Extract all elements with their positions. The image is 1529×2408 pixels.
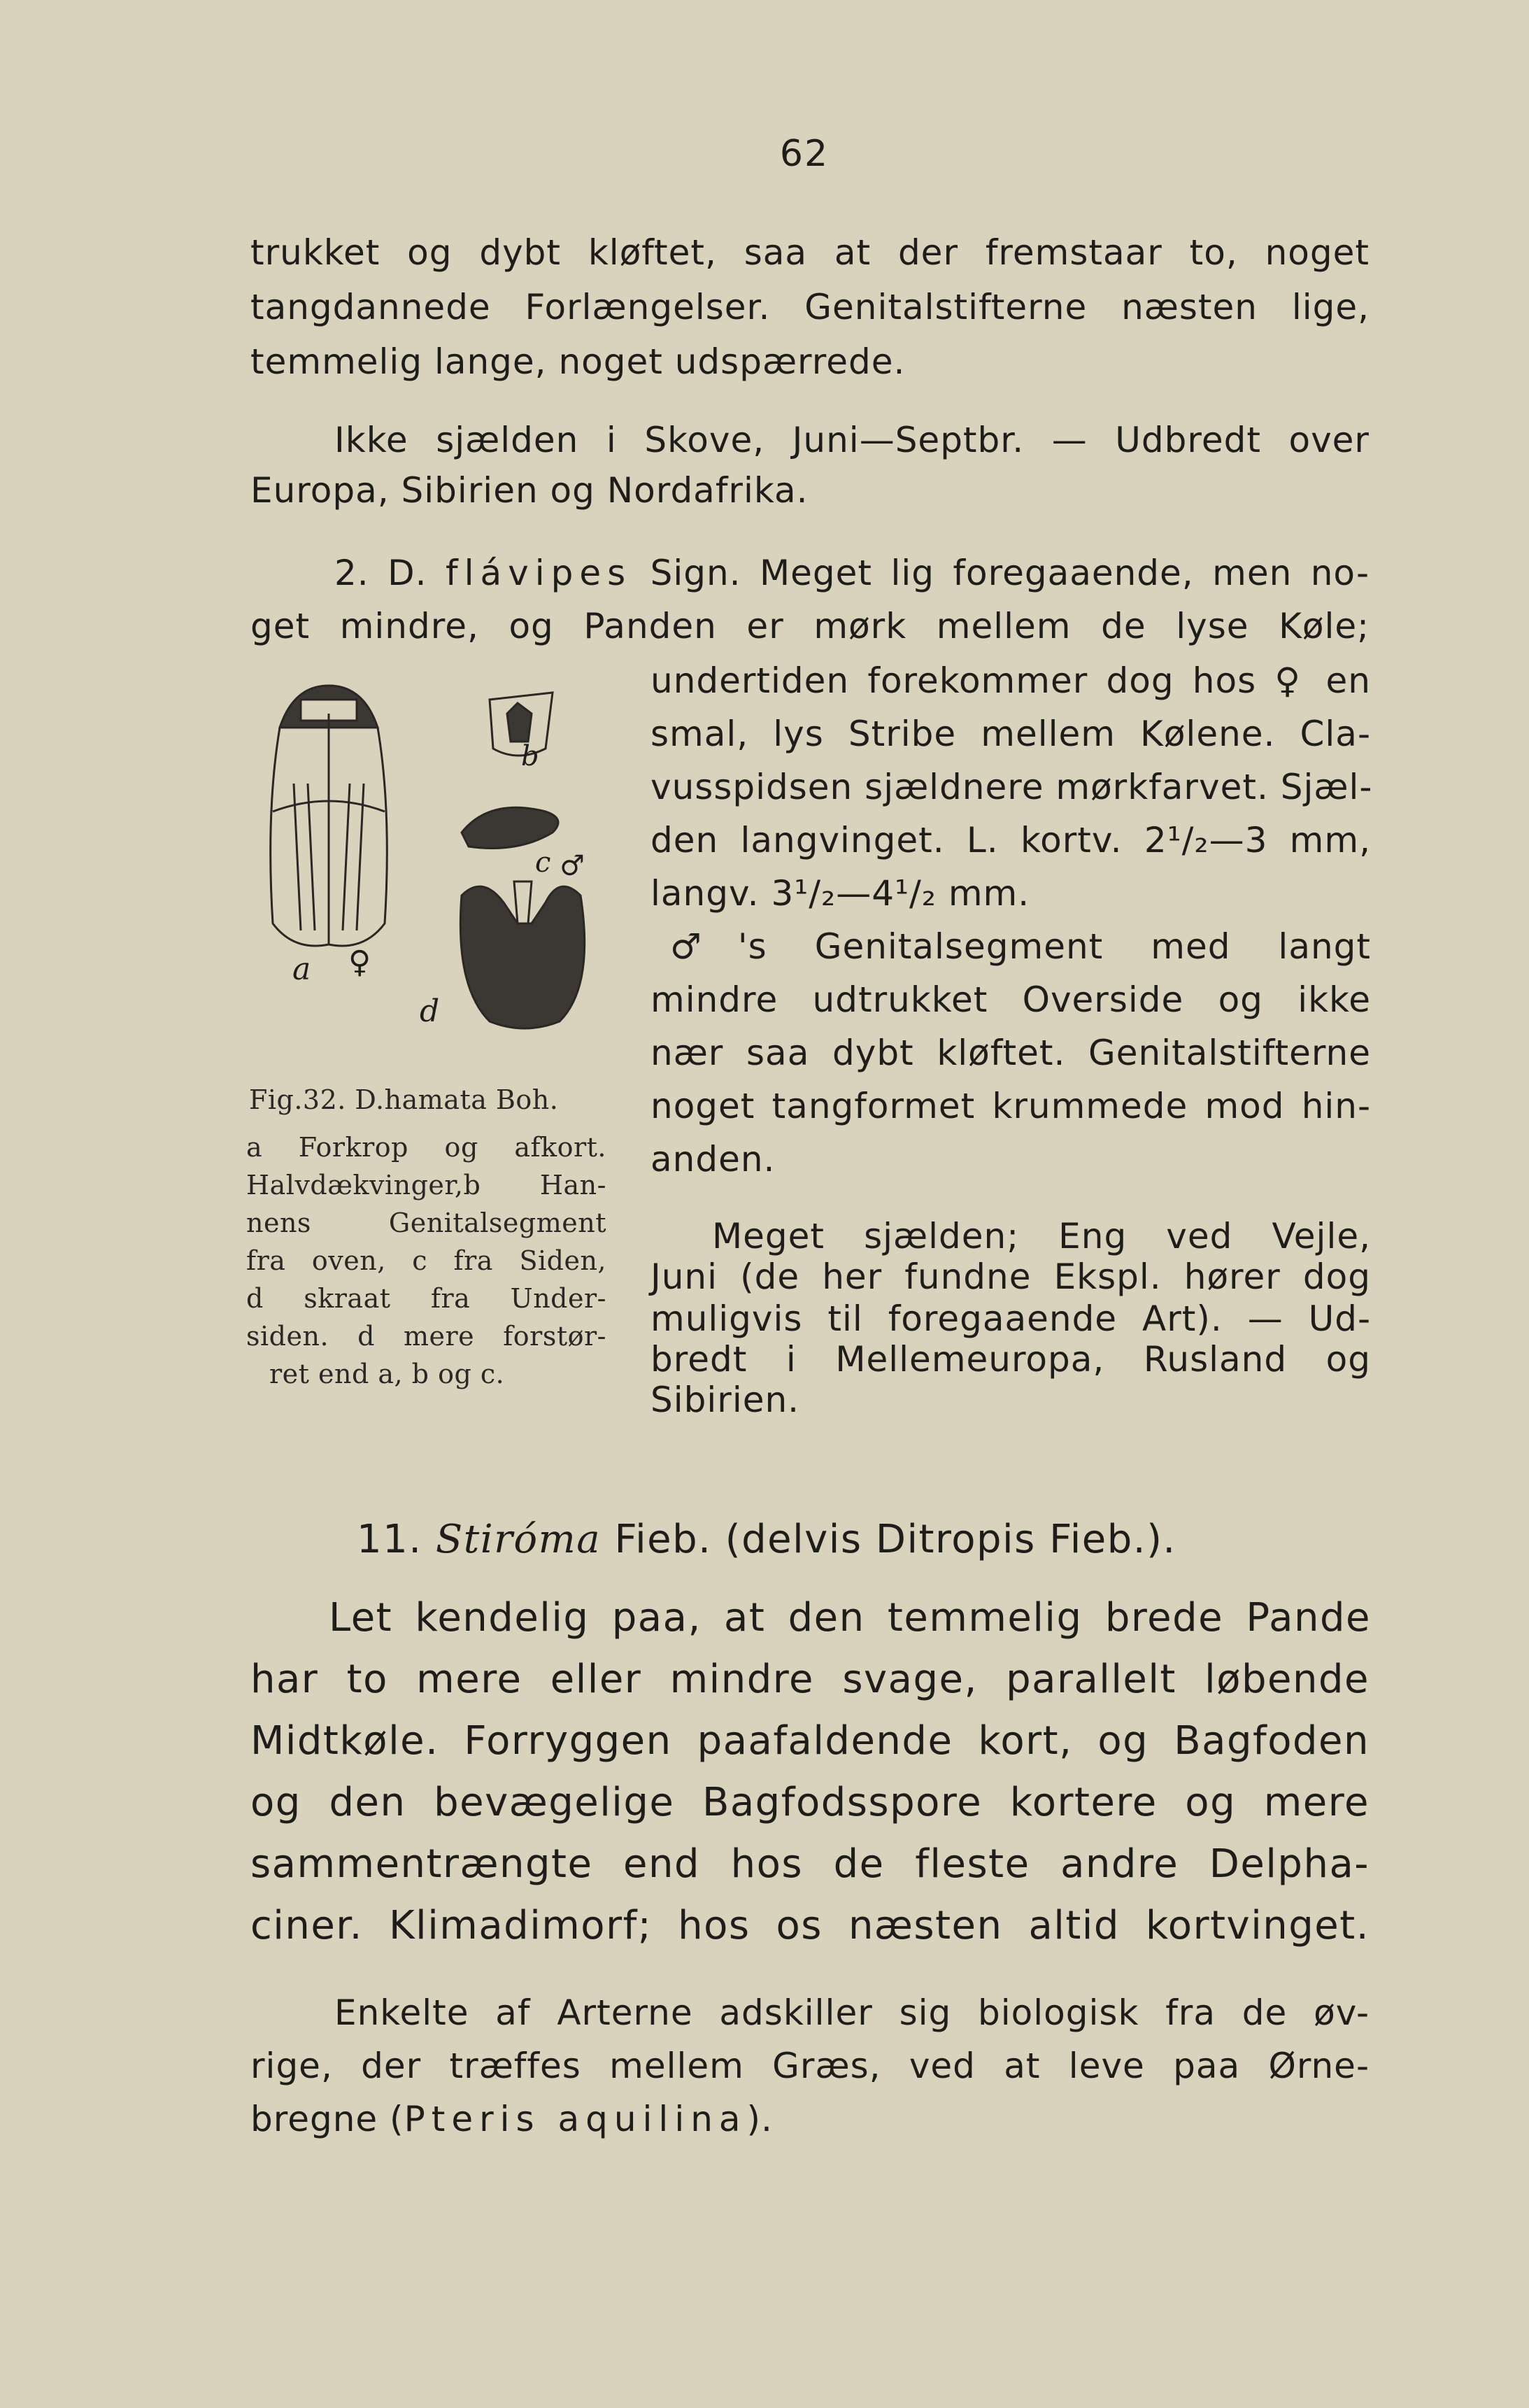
- distribution-line-1: Ikke sjælden i Skove, Juni—Septbr. — Udbredt over: [334, 420, 1370, 460]
- figure-part-a: [271, 686, 387, 946]
- species-2-right-10: anden.: [650, 1139, 776, 1180]
- page-number: 62: [779, 133, 830, 175]
- figure-label-male: ♂: [560, 850, 585, 882]
- figure-caption-8: ret end a, b og c.: [269, 1359, 505, 1389]
- species-2-right-6: ♂'s Genitalsegment med langt: [670, 926, 1371, 967]
- figure-caption-1: Fig.32. D.hamata Boh.: [249, 1084, 559, 1115]
- figure-caption-2: a Forkrop og afkort.: [246, 1132, 606, 1163]
- species-2-number: 2. D.: [334, 553, 427, 593]
- genus-paragraph-5: sammentrængte end hos de fleste andre Delpha-: [250, 1841, 1370, 1887]
- genus-heading: [357, 1517, 1176, 1562]
- figure-label-a: a: [292, 951, 311, 987]
- species-2-line-2: get mindre, og Panden er mørk mellem de lyse Køle;: [250, 606, 1370, 646]
- genus-note-2: rige, der træffes mellem Græs, ved at leve paa Ørne-: [250, 2046, 1370, 2086]
- species-2-name: flávipes: [446, 553, 632, 593]
- genus-heading-rest: Fieb. (delvis Ditropis Fieb.).: [614, 1517, 1176, 1562]
- species-2-right-2: smal, lys Stribe mellem Kølene. Cla-: [650, 714, 1371, 754]
- species-2-right-8: nær saa dybt kløftet. Genitalstifterne: [650, 1033, 1371, 1073]
- species-2-dist-3: muligvis til foregaaende Art). — Ud-: [650, 1298, 1371, 1339]
- figure-caption-6: d skraat fra Under-: [246, 1283, 606, 1314]
- species-2-right-7: mindre udtrukket Overside og ikke: [650, 979, 1371, 1020]
- genus-name: Stiróma: [435, 1517, 602, 1562]
- distribution-line-2: Europa, Sibirien og Nordafrika.: [250, 470, 809, 511]
- genus-note-1: Enkelte af Arterne adskiller sig biologisk fra de øv-: [334, 1992, 1370, 2033]
- genus-paragraph-6: ciner. Klimadimorf; hos os næsten altid kortvinget.: [250, 1903, 1370, 1948]
- figure-caption-5: fra oven, c fra Siden,: [246, 1245, 606, 1276]
- intro-line-1: trukket og dybt kløftet, saa at der fremstaar to, noget: [250, 232, 1370, 273]
- genus-note-3-post: ).: [746, 2099, 773, 2139]
- intro-line-2: tangdannede Forlængelser. Genitalstifterne næsten lige,: [250, 287, 1370, 327]
- genus-paragraph-3: Midtkøle. Forryggen paafaldende kort, og Bagfoden: [250, 1718, 1370, 1764]
- figure-part-d: [460, 881, 584, 1028]
- genus-note-3-pre: bregne (: [250, 2099, 404, 2139]
- figure-caption-3: Halvdækvinger,b Han-: [246, 1170, 606, 1201]
- species-2-line-1: [334, 553, 1370, 593]
- genus-note-3: [250, 2099, 1370, 2139]
- species-2-right-4: den langvinget. L. kortv. 2¹/₂—3 mm,: [650, 820, 1371, 860]
- species-2-right-9: noget tangformet krummede mod hin-: [650, 1086, 1371, 1126]
- genus-paragraph-4: og den bevægelige Bagfodsspore kortere og mere: [250, 1780, 1370, 1825]
- species-2-dist-1: Meget sjælden; Eng ved Vejle,: [712, 1216, 1371, 1256]
- species-2-dist-5: Sibirien.: [650, 1380, 800, 1420]
- genus-note-species-name: Pteris aquilina: [404, 2099, 747, 2139]
- figure-caption-4: nens Genitalsegment: [246, 1207, 606, 1238]
- figure-label-female: ♀: [348, 944, 371, 980]
- intro-line-3: temmelig lange, noget udspærrede.: [250, 341, 906, 382]
- figure-part-c: [462, 807, 558, 848]
- genus-paragraph-2: har to mere eller mindre svage, parallelt løbende: [250, 1657, 1370, 1702]
- genus-paragraph-1: Let kendelig paa, at den temmelig brede Pande: [329, 1595, 1371, 1641]
- species-2-line-1-rest: Sign. Meget lig foregaaende, men no-: [650, 553, 1370, 593]
- figure-label-b: b: [521, 740, 539, 772]
- species-2-right-1: undertiden forekommer dog hos ♀ en: [650, 660, 1371, 701]
- species-2-right-5: langv. 3¹/₂—4¹/₂ mm.: [650, 873, 1030, 914]
- genus-number: 11.: [357, 1517, 422, 1562]
- figure-caption-7: siden. d mere forstør-: [246, 1321, 606, 1352]
- species-2-dist-4: bredt i Mellemeuropa, Rusland og: [650, 1339, 1371, 1380]
- figure-label-c: c: [535, 847, 551, 879]
- figure-label-d: d: [420, 993, 440, 1029]
- species-2-right-3: vusspidsen sjældnere mørkfarvet. Sjæl-: [650, 767, 1373, 807]
- species-2-dist-2: Juni (de her fundne Ekspl. hører dog: [650, 1256, 1371, 1297]
